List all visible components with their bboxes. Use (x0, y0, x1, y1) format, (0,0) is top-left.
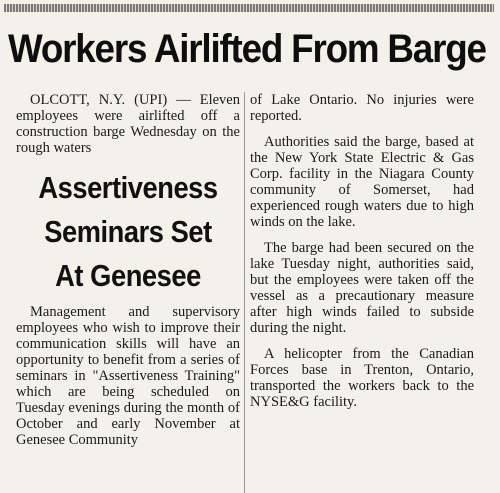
story1-paragraph-3: The barge had been secured on the lake Tuesday night, authorities said, but the employees were taken off the vessel as a precautionary measure after high winds failed to subside during the night. (250, 240, 474, 336)
story2-body: Management and supervisory employees who wish to improve their communication skills will have an opportunity to benefit from a series of seminars in "Assertiveness Training" which are being scheduled on Tuesday evenings during the month of October and early November at Genesee Community (16, 304, 240, 448)
story2-headline-line-2: Seminars Set (44, 214, 212, 249)
right-column (250, 92, 474, 420)
column-divider (244, 92, 245, 493)
story1-continuation: of Lake Ontario. No injuries were reported. (250, 92, 474, 124)
story1-paragraph-4: A helicopter from the Canadian Forces base in Trenton, Ontario, transported the workers back to the NYSE&G facility. (250, 346, 474, 410)
story2-headline-line-3: At Genesee (55, 258, 201, 293)
story1-lead-paragraph: OLCOTT, N.Y. (UPI) — Eleven employees were airlifted off a construction barge Wednesday on the rough waters (16, 92, 240, 156)
top-border-rule (4, 4, 494, 12)
left-column (16, 92, 240, 448)
story2-headline (29, 166, 226, 298)
story2-headline-line-1: Assertiveness (38, 170, 218, 205)
story1-paragraph-2: Authorities said the barge, based at the New York State Electric & Gas Corp. facility in the Niagara County community of Somerset, had experienced rough waters due to high winds on the lake. (250, 134, 474, 230)
headline: Workers Airlifted From Barge (8, 27, 486, 71)
